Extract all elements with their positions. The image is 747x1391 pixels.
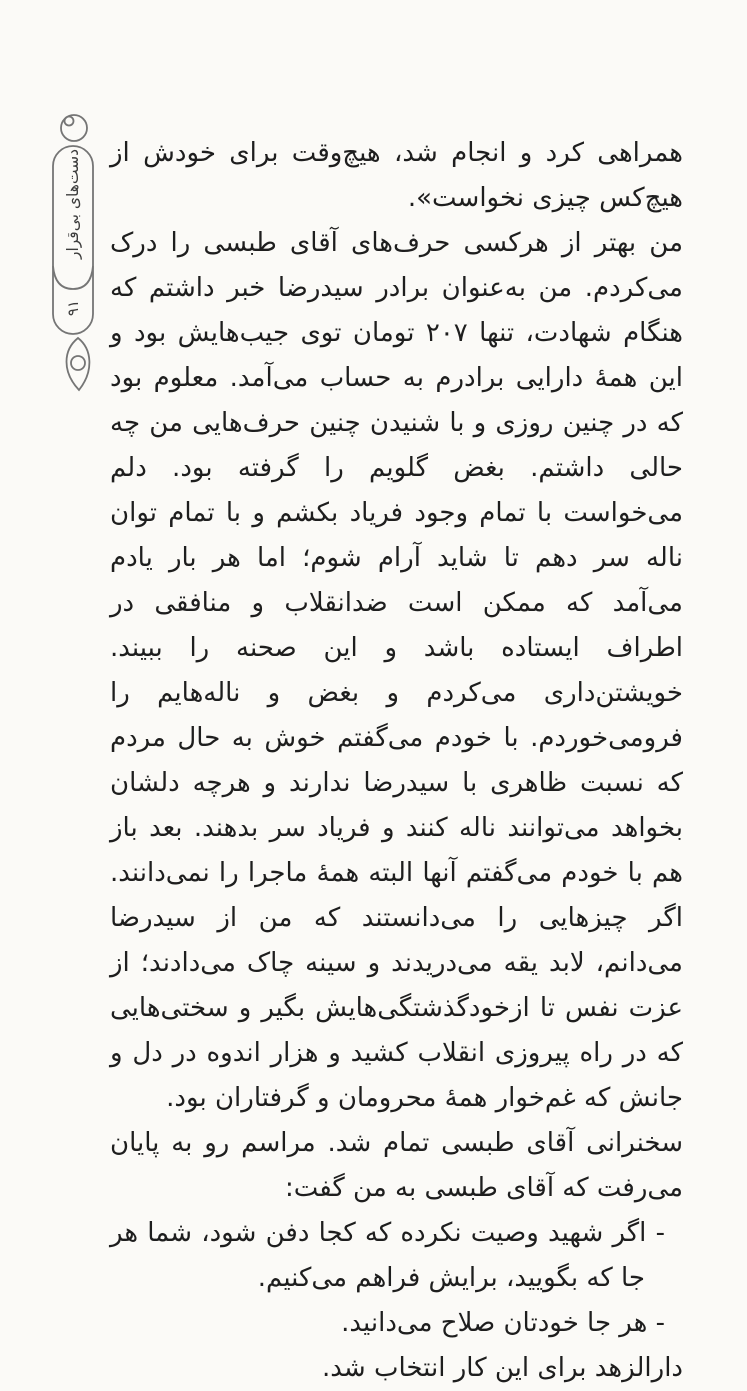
dialogue-line-2: - هر جا خودتان صلاح می‌دانید.	[341, 1308, 665, 1338]
dialogue-line-1: - اگر شهید وصیت نکرده که کجا دفن شود، شما هر جا که بگویید، برایش فراهم می‌کنیم.	[110, 1218, 665, 1293]
paragraph-main: من بهتر از هرکسی حرف‌های آقای طبسی را درک می‌کردم. من به‌عنوان برادر سیدرضا خبر داشتم که هنگام شهادت، تنها ۲۰۷ تومان توی جیب‌هایش بود و این همهٔ دارایی برادرم به حساب می‌آمد. معلوم بود که در چنین روزی و با شنیدن چنین حرف‌هایی من چه حالی داشتم. بغض گلویم را گرفته بود. دلم می‌خواست با تمام وجود فریاد بکشم و با تمام توان ناله سر دهم تا شاید آرام شوم؛ اما هر بار یادم می‌آمد که ممکن است ضدانقلاب و منافقی در اطراف ایستاده باشد و این صحنه را ببیند. خویشتن‌داری می‌کردم و بغض و ناله‌هایم را فرومی‌خوردم. با خودم می‌گفتم خوش به حال مردم که نسبت ظاهری با سیدرضا ندارند و هرچه دلشان بخواهد می‌توانند ناله کنند و فریاد سر بدهند. بعد باز هم با خودم می‌گفتم آنها البته همهٔ ماجرا را نمی‌دانند. اگر چیزهایی را می‌دانستند که من از سیدرضا می‌دانم، لابد یقه می‌دریدند و سینه چاک می‌دادند؛ از عزت نفس تا ازخودگذشتگی‌هایش بگیر و سختی‌هایی که در راه پیروزی انقلاب کشید و هزار اندوه در دل و جانش که غم‌خوار همهٔ محرومان و گرفتاران بود.	[110, 228, 684, 1113]
paragraph-continuation: همراهی کرد و انجام شد، هیچ‌وقت برای خودش از هیچ‌کس چیزی نخواست».	[110, 138, 683, 213]
page-text-block	[110, 131, 683, 1391]
sidebar-spine-ornament	[0, 0, 120, 420]
book-title-vertical: دست‌های بی‌قرار	[64, 148, 82, 260]
page-number: ۹۱	[64, 299, 82, 317]
paragraph-speech-intro: سخنرانی آقای طبسی تمام شد. مراسم رو به پایان می‌رفت که آقای طبسی به من گفت:	[110, 1128, 683, 1203]
paragraph-closing: دارالزهد برای این کار انتخاب شد.	[322, 1353, 683, 1383]
spine-ornament-frame-icon	[0, 0, 120, 420]
